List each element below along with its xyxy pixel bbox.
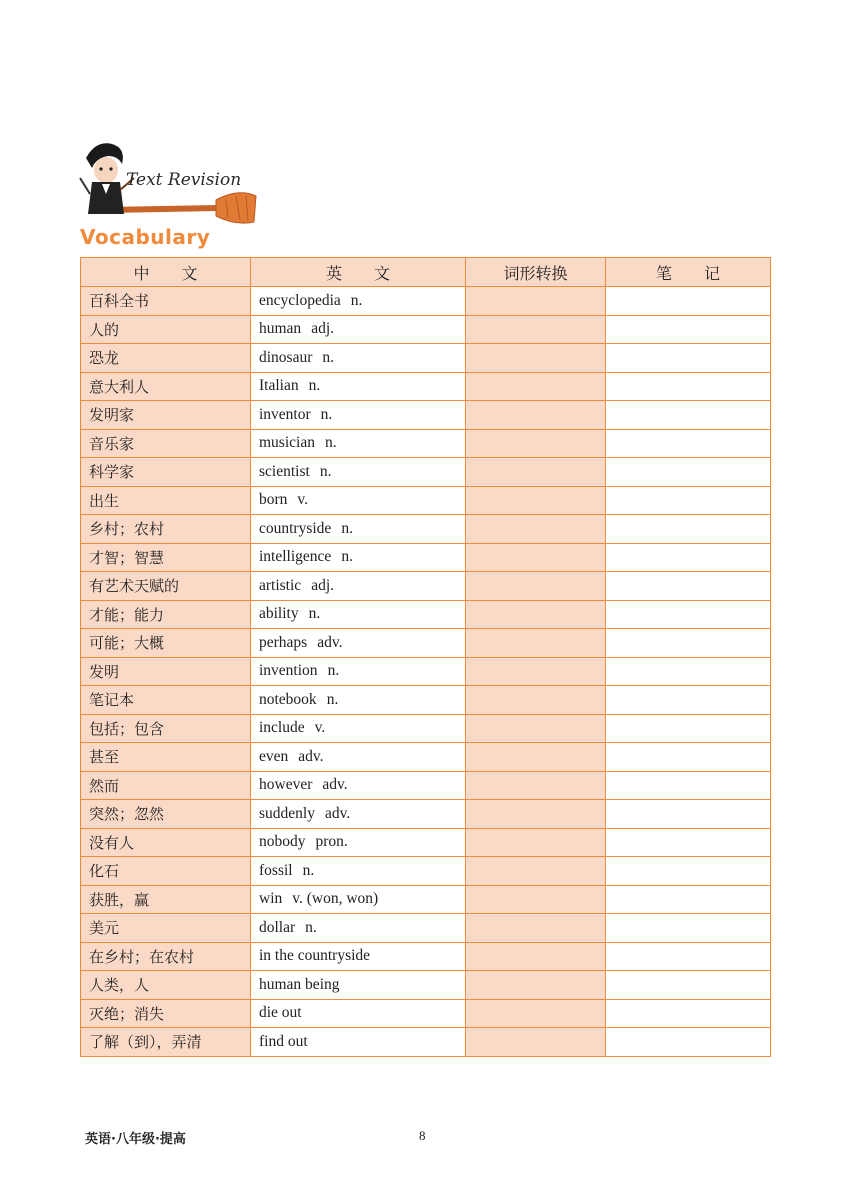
english-word: even (259, 747, 289, 765)
part-of-speech: n. (302, 861, 315, 879)
word-form-cell[interactable] (466, 287, 606, 316)
table-row (81, 800, 771, 829)
chinese-term: 化石 (81, 857, 251, 886)
english-word: encyclopedia (259, 291, 341, 309)
english-term-cell (251, 629, 466, 658)
english-word: win (259, 890, 283, 908)
part-of-speech: n. (308, 605, 321, 623)
table-row (81, 515, 771, 544)
english-word: include (259, 719, 305, 737)
part-of-speech: n. (326, 690, 339, 708)
table-row (81, 287, 771, 316)
part-of-speech: n. (341, 548, 353, 566)
english-word: die out (259, 1004, 302, 1022)
chinese-term: 百科全书 (81, 287, 251, 316)
word-form-cell[interactable] (466, 543, 606, 572)
table-row (81, 401, 771, 430)
table-row (81, 572, 771, 601)
english-word: in the countryside (259, 947, 371, 965)
part-of-speech: n. (305, 918, 317, 936)
english-word: notebook (259, 690, 317, 708)
english-word: suddenly (259, 804, 315, 822)
part-of-speech: adv. (298, 747, 324, 765)
english-term-cell (251, 657, 466, 686)
chinese-term: 乡村；农村 (81, 515, 251, 544)
chinese-term: 发明 (81, 657, 251, 686)
page-number: 8 (419, 1128, 426, 1143)
english-term-cell (251, 743, 466, 772)
chinese-term: 可能；大概 (81, 629, 251, 658)
table-row (81, 1028, 771, 1057)
notes-cell[interactable] (606, 401, 771, 430)
word-form-cell[interactable] (466, 344, 606, 373)
english-term-cell (251, 686, 466, 715)
table-row (81, 942, 771, 971)
part-of-speech: adj. (311, 320, 334, 338)
chinese-term: 科学家 (81, 458, 251, 487)
chinese-term: 人的 (81, 315, 251, 344)
table-row (81, 429, 771, 458)
chinese-term: 甚至 (81, 743, 251, 772)
english-term-cell (251, 828, 466, 857)
chinese-term: 美元 (81, 914, 251, 943)
chinese-term: 了解（到），弄清 (81, 1028, 251, 1057)
word-form-cell[interactable] (466, 429, 606, 458)
english-term-cell (251, 857, 466, 886)
chinese-term: 有艺术天赋的 (81, 572, 251, 601)
chinese-term: 才智；智慧 (81, 543, 251, 572)
chinese-term: 意大利人 (81, 372, 251, 401)
table-row (81, 486, 771, 515)
word-form-cell[interactable] (466, 600, 606, 629)
english-word: fossil (259, 861, 293, 879)
word-form-cell[interactable] (466, 686, 606, 715)
chinese-term: 才能；能力 (81, 600, 251, 629)
table-row (81, 743, 771, 772)
english-term-cell (251, 714, 466, 743)
chinese-term: 没有人 (81, 828, 251, 857)
word-form-cell[interactable] (466, 885, 606, 914)
part-of-speech: n. (322, 348, 335, 366)
part-of-speech: n. (341, 519, 353, 537)
english-term-cell (251, 372, 466, 401)
notes-cell[interactable] (606, 971, 771, 1000)
word-form-cell[interactable] (466, 401, 606, 430)
notes-cell[interactable] (606, 429, 771, 458)
chinese-term: 突然；忽然 (81, 800, 251, 829)
notes-cell[interactable] (606, 543, 771, 572)
english-word: dollar (259, 918, 296, 936)
english-word: born (259, 491, 288, 509)
section-title: Vocabulary (80, 225, 211, 249)
part-of-speech: v. (won, won) (292, 890, 379, 908)
english-word: nobody (259, 833, 306, 851)
table-row (81, 914, 771, 943)
notes-cell[interactable] (606, 572, 771, 601)
notes-cell[interactable] (606, 372, 771, 401)
word-form-cell[interactable] (466, 743, 606, 772)
english-word: artistic (259, 576, 302, 594)
english-word: however (259, 776, 313, 794)
notes-cell[interactable] (606, 857, 771, 886)
table-row (81, 971, 771, 1000)
vocabulary-table (80, 257, 771, 1057)
table-row (81, 686, 771, 715)
notes-cell[interactable] (606, 743, 771, 772)
english-word: perhaps (259, 633, 308, 651)
header-chinese: 中 文 (81, 258, 251, 287)
notes-cell[interactable] (606, 686, 771, 715)
part-of-speech: adv. (317, 633, 343, 651)
table-row (81, 629, 771, 658)
part-of-speech: v. (297, 491, 309, 509)
part-of-speech: n. (324, 434, 337, 452)
chinese-term: 出生 (81, 486, 251, 515)
english-word: ability (259, 605, 299, 623)
word-form-cell[interactable] (466, 771, 606, 800)
notes-cell[interactable] (606, 885, 771, 914)
part-of-speech: n. (319, 462, 332, 480)
notes-cell[interactable] (606, 714, 771, 743)
english-term-cell (251, 344, 466, 373)
english-term-cell (251, 486, 466, 515)
table-row (81, 857, 771, 886)
english-term-cell (251, 429, 466, 458)
header-word-forms: 词形转换 (466, 258, 606, 287)
table-row (81, 543, 771, 572)
chinese-term: 灭绝；消失 (81, 999, 251, 1028)
word-form-cell[interactable] (466, 857, 606, 886)
chinese-term: 然而 (81, 771, 251, 800)
word-form-cell[interactable] (466, 999, 606, 1028)
table-row (81, 344, 771, 373)
english-word: invention (259, 662, 318, 680)
table-row (81, 828, 771, 857)
header-english: 英 文 (251, 258, 466, 287)
english-term-cell (251, 572, 466, 601)
header-notes: 笔 记 (606, 258, 771, 287)
witch-broom-icon (108, 193, 256, 223)
notes-cell[interactable] (606, 344, 771, 373)
word-form-cell[interactable] (466, 971, 606, 1000)
english-term-cell (251, 914, 466, 943)
table-row (81, 714, 771, 743)
english-word: dinosaur (259, 348, 313, 366)
english-word: countryside (259, 519, 332, 537)
table-row (81, 372, 771, 401)
english-word: intelligence (259, 548, 332, 566)
table-row (81, 771, 771, 800)
english-term-cell (251, 800, 466, 829)
part-of-speech: n. (308, 377, 321, 395)
notes-cell[interactable] (606, 515, 771, 544)
english-word: human being (259, 975, 340, 993)
part-of-speech: adj. (311, 576, 334, 594)
english-term-cell (251, 771, 466, 800)
table-row (81, 315, 771, 344)
notes-cell[interactable] (606, 914, 771, 943)
word-form-cell[interactable] (466, 372, 606, 401)
book-title: 英语·八年级·提高 (85, 1132, 186, 1147)
english-term-cell (251, 971, 466, 1000)
word-form-cell[interactable] (466, 486, 606, 515)
notes-cell[interactable] (606, 657, 771, 686)
part-of-speech: v. (314, 719, 326, 737)
notes-cell[interactable] (606, 800, 771, 829)
word-form-cell[interactable] (466, 942, 606, 971)
notes-cell[interactable] (606, 486, 771, 515)
chinese-term: 发明家 (81, 401, 251, 430)
english-term-cell (251, 999, 466, 1028)
notes-cell[interactable] (606, 942, 771, 971)
chinese-term: 恐龙 (81, 344, 251, 373)
chinese-term: 笔记本 (81, 686, 251, 715)
part-of-speech: adv. (324, 804, 351, 822)
word-form-cell[interactable] (466, 458, 606, 487)
table-row (81, 657, 771, 686)
notes-cell[interactable] (606, 315, 771, 344)
chinese-term: 包括；包含 (81, 714, 251, 743)
english-term-cell (251, 885, 466, 914)
chinese-term: 获胜，赢 (81, 885, 251, 914)
notes-cell[interactable] (606, 629, 771, 658)
banner-title: Text Revision (126, 170, 242, 190)
table-header-row (81, 258, 771, 287)
english-term-cell (251, 942, 466, 971)
english-term-cell (251, 515, 466, 544)
notes-cell[interactable] (606, 287, 771, 316)
notes-cell[interactable] (606, 999, 771, 1028)
word-form-cell[interactable] (466, 1028, 606, 1057)
table-row (81, 999, 771, 1028)
word-form-cell[interactable] (466, 629, 606, 658)
english-word: musician (259, 434, 315, 452)
english-word: scientist (259, 462, 310, 480)
part-of-speech: pron. (315, 833, 348, 851)
chinese-term: 音乐家 (81, 429, 251, 458)
notes-cell[interactable] (606, 1028, 771, 1057)
notes-cell[interactable] (606, 600, 771, 629)
table-row (81, 600, 771, 629)
word-form-cell[interactable] (466, 800, 606, 829)
word-form-cell[interactable] (466, 572, 606, 601)
notes-cell[interactable] (606, 458, 771, 487)
table-row (81, 885, 771, 914)
english-word: human (259, 320, 302, 338)
english-word: inventor (259, 405, 311, 423)
chinese-term: 在乡村；在农村 (81, 942, 251, 971)
english-word: Italian (259, 377, 299, 395)
text-revision-banner (78, 138, 258, 226)
word-form-cell[interactable] (466, 515, 606, 544)
notes-cell[interactable] (606, 828, 771, 857)
english-term-cell (251, 315, 466, 344)
word-form-cell[interactable] (466, 657, 606, 686)
word-form-cell[interactable] (466, 914, 606, 943)
word-form-cell[interactable] (466, 315, 606, 344)
word-form-cell[interactable] (466, 714, 606, 743)
notes-cell[interactable] (606, 771, 771, 800)
english-term-cell (251, 458, 466, 487)
english-word: find out (259, 1032, 308, 1050)
part-of-speech: n. (327, 662, 340, 680)
english-term-cell (251, 600, 466, 629)
part-of-speech: adv. (322, 776, 348, 794)
english-term-cell (251, 287, 466, 316)
english-term-cell (251, 543, 466, 572)
word-form-cell[interactable] (466, 828, 606, 857)
part-of-speech: n. (320, 405, 333, 423)
part-of-speech: n. (350, 291, 363, 309)
english-term-cell (251, 401, 466, 430)
chinese-term: 人类，人 (81, 971, 251, 1000)
table-row (81, 458, 771, 487)
english-term-cell (251, 1028, 466, 1057)
